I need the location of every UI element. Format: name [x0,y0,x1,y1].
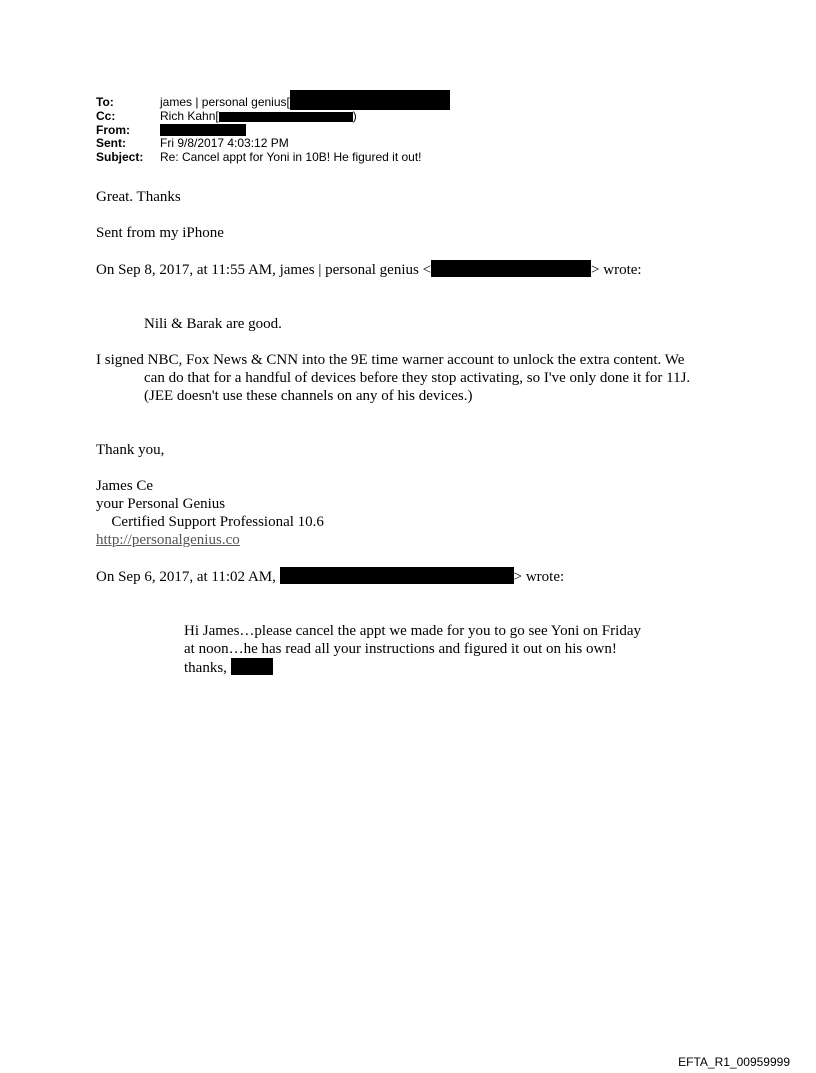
thank-you: Thank you, [96,442,165,458]
to-value: james | personal genius[ [160,96,450,110]
subject-value: Re: Cancel appt for Yoni in 10B! He figured it out! [160,149,422,164]
quote2-attribution: On Sep 6, 2017, at 11:02 AM, > wrote: [96,569,565,585]
signature-block [96,477,696,549]
cc-label: Cc: [96,109,116,123]
cc-value: Rich Kahn[ ) [160,109,357,123]
reply-text: Great. Thanks [96,189,181,205]
sent-value: Fri 9/8/2017 4:03:12 PM [160,136,289,150]
quote2-message: Hi James…please cancel the appt we made for you to go see Yoni on Friday at noon…he has read all your instructions and figured it out on his own! thanks, [184,623,641,676]
signature-title: your Personal Genius [96,496,226,512]
cc-row [96,110,450,124]
to-row [96,96,450,110]
subject-row [96,151,450,165]
quote1-attribution: On Sep 8, 2017, at 11:55 AM, james | personal genius < > wrote: [96,262,642,278]
document-id: EFTA_R1_00959999 [678,1055,790,1069]
subject-label: Subject: [96,149,144,164]
quote1-paragraph-1: Nili & Barak are good. [144,316,282,332]
email-header [96,96,450,164]
redaction-box [280,567,514,584]
sent-row [96,137,450,151]
from-value [160,124,246,138]
signature-url-link[interactable]: http://personalgenius.co [96,532,240,548]
signature-cert: Certified Support Professional 10.6 [96,514,309,530]
redaction-box [290,90,450,110]
from-row [96,124,450,138]
quote1-paragraph-2: I signed NBC, Fox News & CNN into the 9E time warner account to unlock the extra content. We can do that for a handful of devices before they stop activating, so I've only done it for 11J. (JEE doesn't use these channels on any of his devices.) [96,352,691,404]
signature-name: James Ce [96,478,154,494]
redaction-box [231,658,273,675]
from-label: From: [96,122,130,137]
sent-label: Sent: [96,136,126,150]
redaction-box [431,260,591,277]
redaction-box [160,124,246,136]
to-label: To: [96,95,114,109]
email-body [96,188,696,677]
redaction-box [219,112,353,122]
sent-from-line: Sent from my iPhone [96,225,224,241]
